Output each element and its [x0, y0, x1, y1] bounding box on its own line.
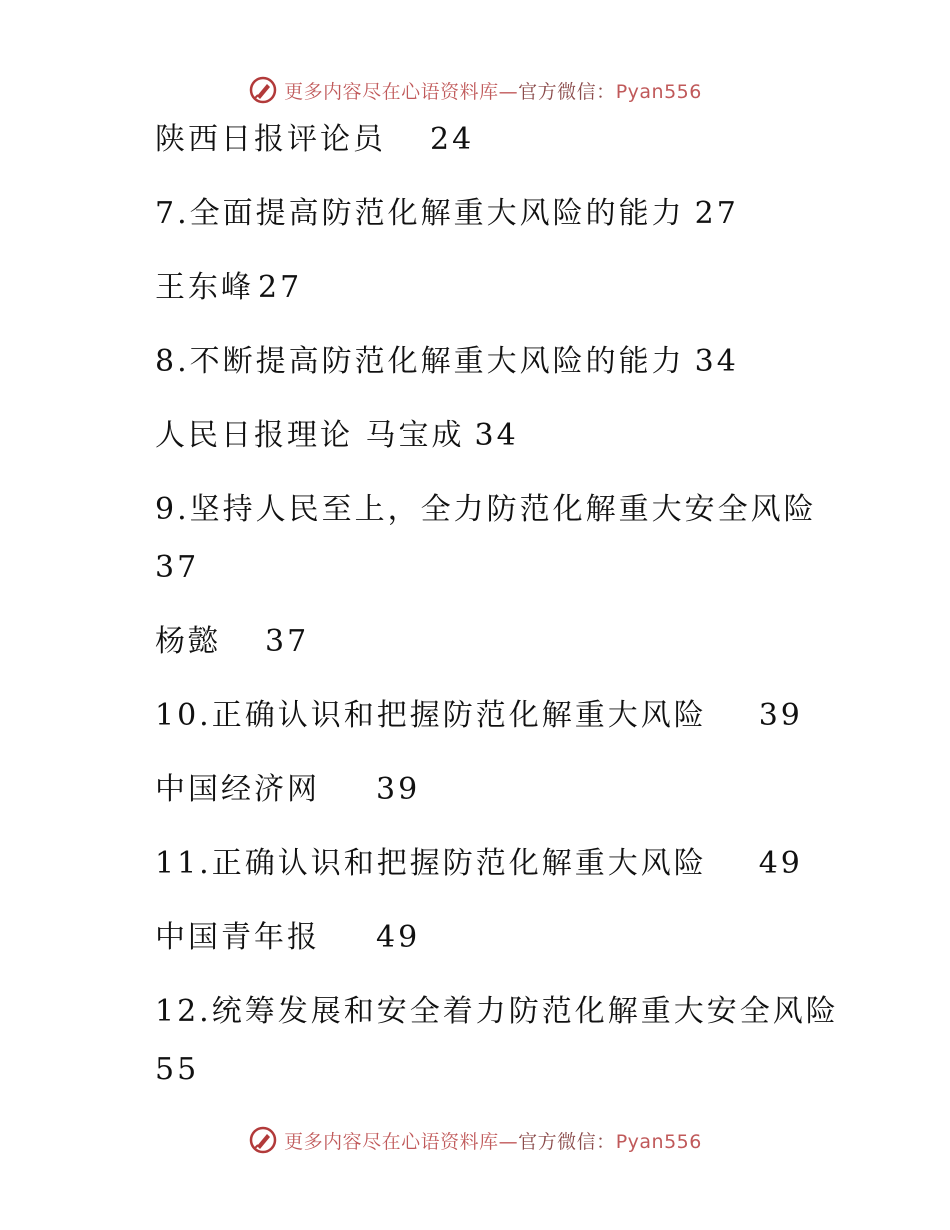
- pen-logo-icon: [248, 75, 278, 105]
- header-banner: [0, 70, 950, 110]
- footer-banner: [0, 1120, 950, 1160]
- toc-entry: 中国经济网 39: [155, 772, 421, 807]
- toc-entry: 7.全面提高防范化解重大风险的能力 27: [155, 196, 739, 231]
- banner-text: 更多内容尽在心语资料库—官方微信：Pyan556: [284, 80, 702, 103]
- toc-entry: 陕西日报评论员 24: [155, 122, 475, 157]
- toc-entry: 人民日报理论 马宝成 34: [155, 418, 519, 453]
- toc-entry-page: 55: [155, 1052, 200, 1087]
- toc-entry: 王东峰 27: [155, 270, 303, 305]
- toc-entry: 8.不断提高防范化解重大风险的能力 34: [155, 344, 739, 379]
- toc-entry: 9.坚持人民至上，全力防范化解重大安全风险: [155, 492, 817, 527]
- pen-logo-icon: [248, 1125, 278, 1155]
- table-of-contents: [155, 122, 875, 1126]
- toc-entry: 10.正确认识和把握防范化解重大风险 39: [155, 698, 803, 733]
- toc-entry: 11.正确认识和把握防范化解重大风险 49: [155, 846, 803, 881]
- toc-entry-page: 37: [155, 550, 200, 585]
- toc-entry: 中国青年报 49: [155, 920, 421, 955]
- toc-entry: 杨懿 37: [155, 624, 310, 659]
- banner-text: 更多内容尽在心语资料库—官方微信：Pyan556: [284, 1130, 702, 1153]
- toc-entry: 12.统筹发展和安全着力防范化解重大安全风险: [155, 994, 839, 1029]
